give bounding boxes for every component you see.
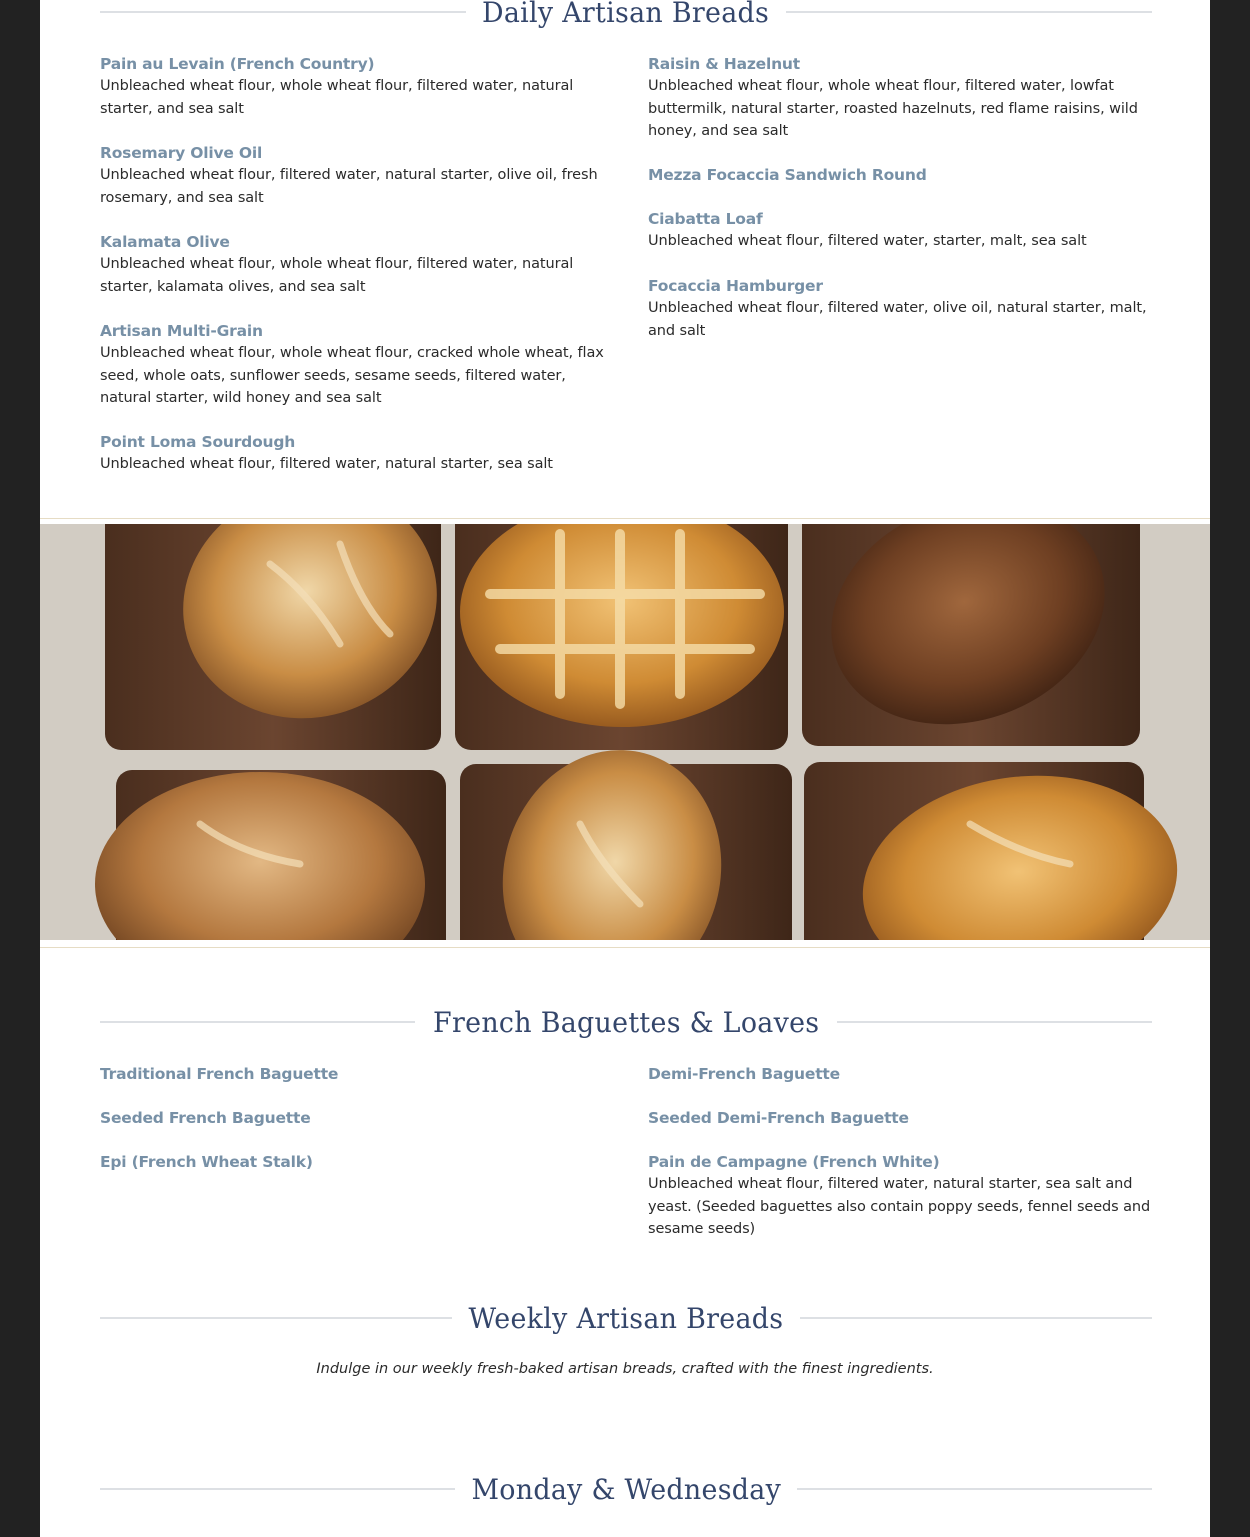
item-description: Unbleached wheat flour, filtered water, natural starter, sea salt and yeast. (Seeded baguettes also contain poppy seeds, fennel seeds and sesame seeds) xyxy=(648,1176,1151,1237)
section-title: French Baguettes & Loaves xyxy=(432,1005,820,1039)
menu-item xyxy=(648,1107,1153,1129)
item-name: Raisin & Hazelnut xyxy=(648,55,800,73)
menu-item xyxy=(100,1107,605,1129)
item-description: Unbleached wheat flour, whole wheat flour, filtered water, natural starter, and sea salt xyxy=(100,78,574,117)
section-header xyxy=(100,1002,1152,1042)
menu-item xyxy=(648,1151,1153,1241)
item-name: Ciabatta Loaf xyxy=(648,210,763,228)
section-header xyxy=(100,1298,1152,1338)
item-description: Unbleached wheat flour, whole wheat flour, filtered water, lowfat buttermilk, natural starter, roasted hazelnuts, red flame raisins, wild honey, and sea salt xyxy=(648,78,1138,139)
item-description: Unbleached wheat flour, filtered water, natural starter, olive oil, fresh rosemary, and sea salt xyxy=(100,167,598,206)
item-name: Point Loma Sourdough xyxy=(100,433,296,451)
menu-item xyxy=(648,208,1153,253)
section-header xyxy=(100,1469,1152,1509)
item-description: Unbleached wheat flour, filtered water, natural starter, sea salt xyxy=(100,456,553,472)
french-section xyxy=(100,1002,1152,1042)
weekly-intro: Indulge in our weekly fresh-baked artisan breads, crafted with the finest ingredients. xyxy=(316,1361,934,1377)
menu-item xyxy=(100,53,605,120)
menu-item xyxy=(648,1063,1153,1085)
item-name: Seeded Demi-French Baguette xyxy=(648,1109,909,1127)
monday-section xyxy=(100,1469,1152,1509)
daily-section xyxy=(100,0,1152,32)
weekly-section xyxy=(100,1298,1152,1338)
item-description: Unbleached wheat flour, whole wheat flour, filtered water, natural starter, kalamata olives, and sea salt xyxy=(100,256,574,295)
item-description: Unbleached wheat flour, filtered water, starter, malt, sea salt xyxy=(648,233,1087,249)
item-name: Pain au Levain (French Country) xyxy=(100,55,375,73)
bread-photo-frame xyxy=(40,518,1210,948)
item-name: Epi (French Wheat Stalk) xyxy=(100,1153,313,1171)
divider xyxy=(800,1317,1152,1319)
menu-item xyxy=(100,1151,605,1173)
item-name: Focaccia Hamburger xyxy=(648,277,823,295)
divider xyxy=(100,11,466,13)
item-name: Traditional French Baguette xyxy=(100,1065,339,1083)
divider xyxy=(837,1021,1152,1023)
item-name: Demi-French Baguette xyxy=(648,1065,840,1083)
menu-page xyxy=(40,0,1210,1537)
menu-item xyxy=(100,320,605,410)
item-name: Kalamata Olive xyxy=(100,233,230,251)
divider xyxy=(786,11,1152,13)
menu-item xyxy=(100,142,605,209)
section-header xyxy=(100,0,1152,32)
divider xyxy=(797,1488,1152,1490)
section-title: Daily Artisan Breads xyxy=(482,0,770,29)
item-name: Rosemary Olive Oil xyxy=(100,144,263,162)
menu-item xyxy=(100,431,605,476)
divider xyxy=(100,1021,415,1023)
section-title: Monday & Wednesday xyxy=(471,1472,781,1506)
menu-item xyxy=(648,53,1153,143)
item-name: Seeded French Baguette xyxy=(100,1109,311,1127)
divider xyxy=(100,1317,452,1319)
bread-photo xyxy=(40,524,1210,940)
menu-item xyxy=(100,231,605,298)
item-name: Pain de Campagne (French White) xyxy=(648,1153,940,1171)
item-description: Unbleached wheat flour, whole wheat flour, cracked whole wheat, flax seed, whole oats, sunflower seeds, sesame seeds, filtered water, natural starter, wild honey and sea salt xyxy=(100,345,604,406)
menu-item xyxy=(100,1063,605,1085)
section-title: Weekly Artisan Breads xyxy=(468,1301,784,1335)
menu-item xyxy=(648,275,1153,342)
divider xyxy=(100,1488,455,1490)
item-name: Mezza Focaccia Sandwich Round xyxy=(648,166,927,184)
item-description: Unbleached wheat flour, filtered water, olive oil, natural starter, malt, and salt xyxy=(648,300,1147,339)
item-name: Artisan Multi-Grain xyxy=(100,322,263,340)
menu-item xyxy=(648,164,1153,186)
